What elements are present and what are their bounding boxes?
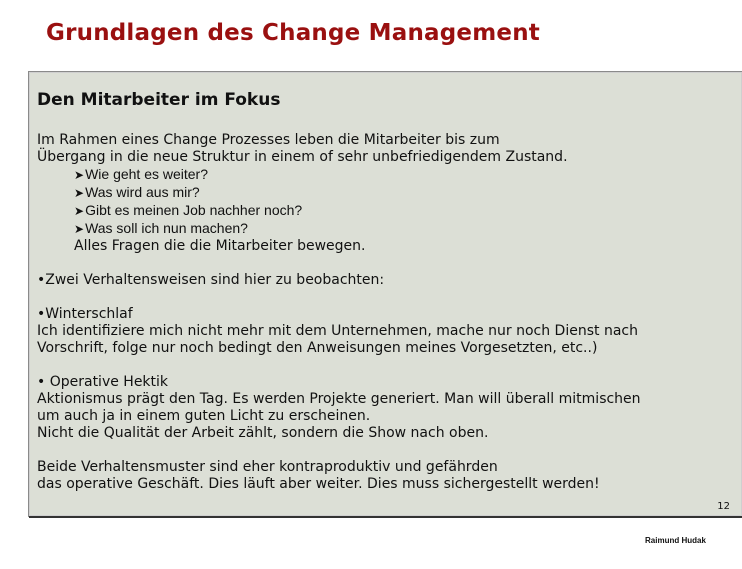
- content-body: [37, 90, 727, 493]
- intro-line-2: Übergang in die neue Struktur in einem of sehr unbefriedigendem Zustand.: [37, 149, 568, 165]
- question-list: [74, 166, 727, 238]
- conclusion-line-2: das operative Geschäft. Dies läuft aber weiter. Dies muss sichergestellt werden!: [37, 476, 600, 492]
- question-item: ➤Was soll ich nun machen?: [74, 220, 248, 236]
- question-item: ➤Gibt es meinen Job nachher noch?: [74, 202, 303, 218]
- hektik-line-2: um auch ja in einem guten Licht zu erscheinen.: [37, 408, 371, 424]
- arrow-bullet-icon: ➤: [74, 222, 85, 236]
- hektik-title: • Operative Hektik: [37, 374, 169, 390]
- question-item: ➤Was wird aus mir?: [74, 184, 200, 200]
- page-number: 12: [717, 501, 730, 512]
- intro-line-1: Im Rahmen eines Change Prozesses leben die Mitarbeiter bis zum: [37, 132, 500, 148]
- arrow-bullet-icon: ➤: [74, 186, 85, 200]
- content-panel: [28, 71, 742, 517]
- arrow-bullet-icon: ➤: [74, 204, 85, 218]
- arrow-bullet-icon: ➤: [74, 168, 85, 182]
- winterschlaf-title: •Winterschlaf: [37, 306, 133, 322]
- hektik-line-3: Nicht die Qualität der Arbeit zählt, sondern die Show nach oben.: [37, 425, 489, 441]
- author-name: Raimund Hudak: [645, 536, 706, 545]
- question-item: ➤Wie geht es weiter?: [74, 166, 209, 182]
- section-heading: Den Mitarbeiter im Fokus: [37, 90, 281, 110]
- behaviours-intro: •Zwei Verhaltensweisen sind hier zu beobachten:: [37, 272, 385, 288]
- conclusion-line-1: Beide Verhaltensmuster sind eher kontraproduktiv und gefährden: [37, 459, 498, 475]
- winterschlaf-line-1: Ich identifiziere mich nicht mehr mit dem Unternehmen, mache nur noch Dienst nach: [37, 323, 638, 339]
- question-closing: Alles Fragen die die Mitarbeiter bewegen.: [74, 238, 366, 254]
- hektik-line-1: Aktionismus prägt den Tag. Es werden Projekte generiert. Man will überall mitmischen: [37, 391, 641, 407]
- page-title: Grundlagen des Change Management: [46, 20, 540, 46]
- winterschlaf-line-2: Vorschrift, folge nur noch bedingt den Anweisungen meines Vorgesetzten, etc..): [37, 340, 598, 356]
